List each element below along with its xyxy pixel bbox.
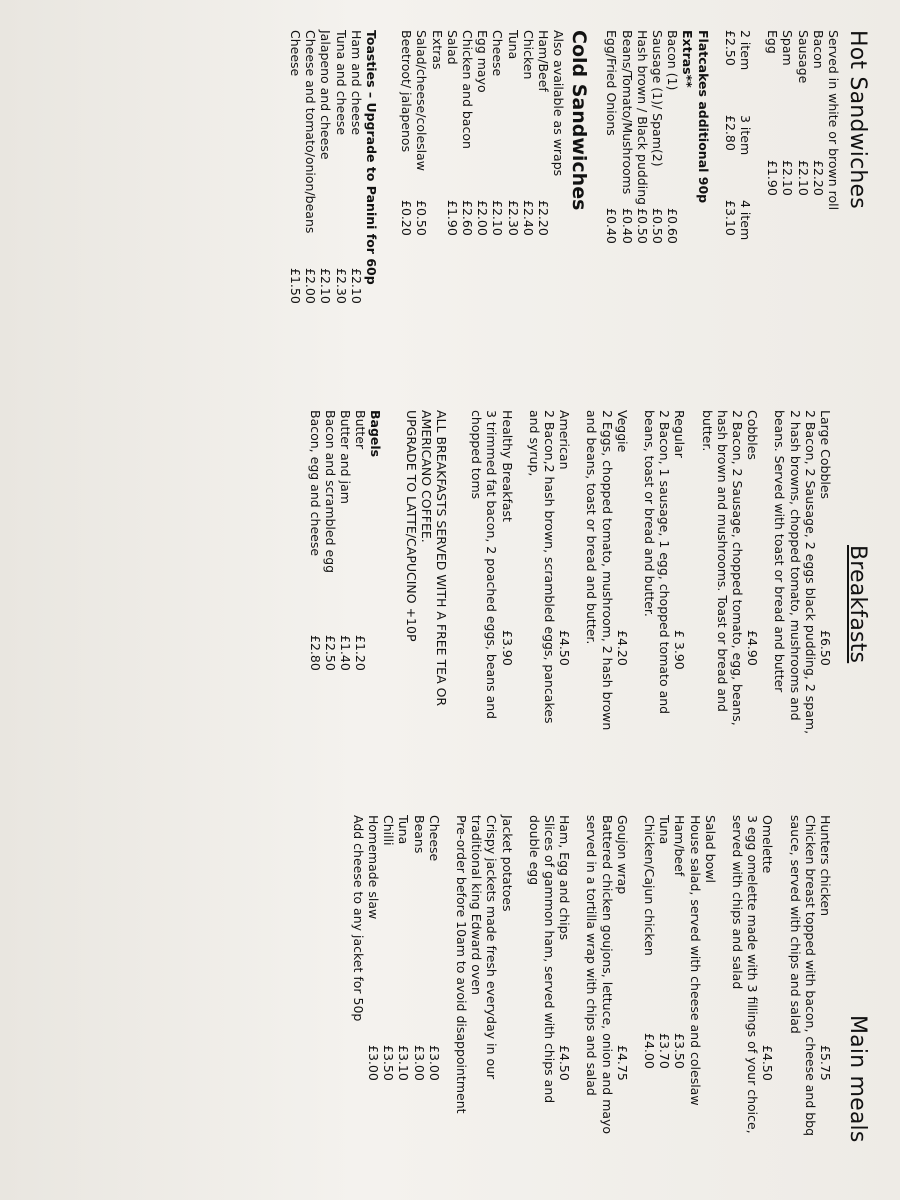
ham-egg-row — [557, 815, 572, 1195]
bagel-name: Butter and jam — [337, 410, 353, 504]
bagel-name: Butter — [353, 410, 369, 450]
breakfast-item-row — [672, 410, 687, 810]
omelette-row — [760, 815, 775, 1195]
multi-header: 2 item — [737, 30, 753, 71]
hot-extra-name: Sausage (1)/ Spam(2) — [649, 30, 665, 167]
jacket-item-row — [366, 815, 381, 1195]
goujon-name: Goujon wrap — [614, 815, 630, 895]
hunters-desc: Chicken breast topped with bacon, cheese and bbq — [802, 815, 818, 1137]
toastie-price: £2.30 — [333, 268, 349, 304]
omelette-name: Omelette — [760, 815, 776, 874]
toastie-row — [303, 30, 318, 420]
breakfast-note: UPGRADE TO LATTE/CAPUCINO +10P — [403, 410, 419, 642]
breakfast-item-price: £4.20 — [614, 630, 630, 666]
breakfast-item-name: American — [557, 410, 573, 470]
toastie-name: Cheese — [287, 30, 303, 77]
hot-item-row — [765, 30, 780, 420]
hot-extra-name: Beans/Tomato/Mushrooms — [619, 30, 635, 195]
cold-item-name: Chicken — [520, 30, 536, 80]
multi-price: £3.10 — [722, 200, 738, 236]
bagel-row — [338, 410, 353, 810]
bagel-price: £1.40 — [337, 635, 353, 671]
breakfast-item-price: £4.90 — [745, 630, 761, 666]
jacket-item-name: Homemade slaw — [365, 815, 381, 920]
cold-extras-heading: Extras — [429, 30, 445, 70]
hot-subtitle: Served in white or brown roll — [826, 30, 841, 211]
hot-item-price: £2.10 — [795, 160, 811, 196]
breakfast-items — [457, 410, 833, 810]
cold-item-name: Tuna — [505, 30, 521, 60]
hot-item-price: £1.90 — [765, 160, 781, 196]
salad-bowl-desc: House salad, served with cheese and coleslaw — [687, 815, 703, 1106]
omelette-price: £4.50 — [760, 1045, 776, 1081]
cold-items — [445, 30, 551, 420]
jacket-desc: Pre-order before 10am to avoid disappointment — [453, 815, 469, 1114]
hot-extra-price: £0.60 — [665, 208, 681, 244]
cold-item-name: Ham/Beef — [535, 30, 551, 92]
hot-item-row — [780, 30, 795, 420]
jacket-item-name: Tuna — [396, 815, 412, 845]
jacket-item-name: Chilli — [381, 815, 397, 846]
breakfast-item-name: Cobbles — [745, 410, 761, 460]
hot-extra-row — [665, 30, 680, 420]
breakfast-item-name: Healthy Breakfast — [499, 410, 515, 522]
toastie-name: Ham and cheese — [348, 30, 364, 136]
salad-item-price: £4.00 — [641, 1033, 657, 1069]
toastie-row — [288, 30, 303, 420]
cold-item-row — [445, 30, 460, 420]
toastie-price: £1.50 — [287, 268, 303, 304]
omelette-desc: served with chips and salad — [729, 815, 745, 990]
breakfast-item-desc: 2 Bacon, 2 Sausage, 2 eggs black pudding, 2 spam, — [802, 410, 818, 735]
cold-item-row — [521, 30, 536, 420]
multi-price: £2.80 — [722, 115, 738, 151]
hot-extra-name: Bacon (1) — [665, 30, 681, 91]
cold-item-row — [536, 30, 551, 420]
cold-extra-name: Beetroot/ jalapenos — [399, 30, 415, 153]
cold-item-row — [490, 30, 505, 420]
breakfast-item-price: £6.50 — [818, 630, 833, 666]
breakfast-item-desc: beans, toast or bread and butter. — [641, 410, 657, 617]
cold-item-name: Chicken and bacon — [459, 30, 475, 149]
salad-item-row — [672, 815, 687, 1195]
toasties-heading: Toasties – Upgrade to Panini for 60p — [363, 30, 379, 285]
multi-price: £2.50 — [722, 30, 738, 66]
breakfast-item-desc: 2 Bacon, 1 sausage, 1 egg, chopped tomato and — [657, 410, 673, 715]
hot-extra-price: £0.50 — [634, 208, 650, 244]
hot-item-name: Spam — [780, 30, 796, 66]
breakfast-item-row — [499, 410, 514, 810]
cold-extra-name: Salad/cheese/coleslaw — [414, 30, 430, 172]
breakfasts-heading: Breakfasts — [845, 545, 870, 664]
multi-item-headers — [738, 30, 753, 420]
hot-extra-row — [650, 30, 665, 420]
cold-item-price: £2.10 — [490, 200, 506, 236]
bagel-price: £2.80 — [307, 635, 323, 671]
cold-subtitle: Also available as wraps — [551, 30, 567, 177]
toastie-name: Tuna and cheese — [333, 30, 349, 136]
breakfast-item-name: Regular — [672, 410, 688, 458]
breakfast-item-price: £4.50 — [557, 630, 573, 666]
cold-item-price: £2.30 — [505, 200, 521, 236]
hot-item-name: Bacon — [810, 30, 826, 69]
jacket-item-price: £3.00 — [411, 1045, 427, 1081]
toastie-row — [318, 30, 333, 420]
salad-item-row — [642, 815, 657, 1195]
hot-extra-price: £0.40 — [604, 208, 620, 244]
breakfast-item-price: £3.90 — [499, 630, 515, 666]
hot-item-price: £2.20 — [810, 160, 826, 196]
hot-item-name: Egg — [765, 30, 781, 54]
breakfast-item-name: Large Cobbles — [818, 410, 833, 500]
salad-bowl-name: Salad bowl — [702, 815, 718, 883]
breakfast-item-desc: chopped toms — [469, 410, 485, 500]
breakfast-item-name: Veggie — [614, 410, 630, 453]
multi-header: 3 item — [737, 115, 753, 156]
main-meals-heading: Main meals — [845, 1015, 870, 1143]
main-meals-column — [351, 815, 870, 1195]
breakfasts-column — [307, 410, 870, 810]
salad-item-name: Tuna — [657, 815, 673, 845]
jacket-item-row — [411, 815, 426, 1195]
cold-item-name: Salad — [444, 30, 460, 65]
jacket-item-price: £3.00 — [365, 1045, 381, 1081]
jacket-items — [366, 815, 442, 1195]
hot-extra-row — [619, 30, 634, 420]
cold-item-price: £2.40 — [520, 200, 536, 236]
toasties-list — [288, 30, 364, 420]
breakfast-item-desc: 3 trimmed fat bacon, 2 poached eggs, beans and — [484, 410, 500, 720]
jacket-name: Jacket potatoes — [499, 815, 515, 912]
toastie-row — [349, 30, 364, 420]
hot-item-row — [795, 30, 810, 420]
hot-extra-row — [604, 30, 619, 420]
breakfast-item-price: £ 3.90 — [672, 630, 688, 670]
bagel-price: £1.20 — [353, 635, 369, 671]
hot-extras-heading: Extras** — [680, 30, 696, 88]
salad-item-row — [657, 815, 672, 1195]
hot-extras — [604, 30, 680, 420]
bagel-row — [307, 410, 322, 810]
cold-item-row — [475, 30, 490, 420]
jacket-addon: Add cheese to any jacket for 50p — [350, 815, 366, 1022]
breakfast-item-desc: butter. — [699, 410, 715, 452]
cold-item-price: £2.60 — [459, 200, 475, 236]
breakfast-item-desc: hash brown and mushrooms. Toast or bread and — [714, 410, 730, 712]
bagel-name: Bacon, egg and cheese — [307, 410, 323, 557]
cold-item-price: £1.90 — [444, 200, 460, 236]
toastie-name: Jalapeno and cheese — [318, 30, 334, 160]
jacket-item-name: Cheese — [426, 815, 442, 862]
jacket-desc: traditional king Edward oven — [469, 815, 485, 995]
hunters-desc: sauce, served with chips and salad — [787, 815, 803, 1034]
goujon-row — [615, 815, 630, 1195]
breakfast-item-desc: 2 hash browns, chopped tomato, mushrooms and — [787, 410, 803, 721]
cold-extra-price: £0.20 — [399, 200, 415, 236]
salad-item-price: £3.70 — [657, 1033, 673, 1069]
hot-item-name: Sausage — [795, 30, 811, 84]
breakfast-item-desc: 2 Eggs, chopped tomato, mushroom, 2 hash brown — [599, 410, 615, 731]
bagel-row — [323, 410, 338, 810]
cold-item-name: Egg mayo — [475, 30, 491, 93]
sandwiches-column — [288, 30, 870, 420]
jacket-item-price: £3.50 — [381, 1045, 397, 1081]
cold-extra-price: £0.50 — [414, 200, 430, 236]
cold-item-name: Cheese — [490, 30, 506, 77]
breakfast-item-desc: and syrup, — [526, 410, 542, 477]
cold-extra-row — [414, 30, 429, 420]
hunters-name: Hunters chicken — [818, 815, 833, 917]
goujon-desc: Battered chicken goujons, lettuce, onion and mayo — [599, 815, 615, 1135]
hot-extra-name: Hash brown / Black pudding — [634, 30, 650, 206]
breakfast-item-row — [745, 410, 760, 810]
toastie-price: £2.10 — [348, 268, 364, 304]
bagel-price: £2.50 — [322, 635, 338, 671]
jacket-item-price: £3.00 — [426, 1045, 442, 1081]
jacket-desc: Crispy jackets made fresh everyday in our — [484, 815, 500, 1080]
hot-item-row — [811, 30, 826, 420]
salad-item-name: Chicken/Cajun chicken — [641, 815, 657, 956]
hunters-row — [818, 815, 833, 1195]
breakfast-item-row — [557, 410, 572, 810]
breakfast-item-desc: and beans, toast or bread and butter. — [584, 410, 600, 645]
hunters-price: £5.75 — [818, 1045, 833, 1081]
jacket-item-row — [381, 815, 396, 1195]
bagels-list — [307, 410, 368, 810]
ham-egg-desc: double egg — [526, 815, 542, 886]
breakfast-note: AMERICANO COFFEE. — [418, 410, 434, 543]
goujon-desc: served in a tortilla wrap with chips and salad — [584, 815, 600, 1096]
ham-egg-desc: Slices of gammon ham, served with chips and — [541, 815, 557, 1104]
multi-header: 4 item — [737, 200, 753, 241]
ham-egg-name: Ham, Egg and chips — [557, 815, 573, 941]
salad-item-price: £3.50 — [672, 1033, 688, 1069]
breakfast-note: ALL BREAKFASTS SERVED WITH A FREE TEA OR — [433, 410, 449, 707]
ham-egg-price: £4.50 — [557, 1045, 573, 1081]
omelette-desc: 3 egg omelette made with 3 fillings of your choice, — [745, 815, 761, 1134]
cold-item-row — [460, 30, 475, 420]
cold-item-price: £2.00 — [475, 200, 491, 236]
breakfast-item-row — [818, 410, 833, 810]
toastie-row — [333, 30, 348, 420]
jacket-item-price: £3.10 — [396, 1045, 412, 1081]
toastie-price: £2.10 — [318, 268, 334, 304]
cold-extra-row — [399, 30, 414, 420]
breakfast-item-row — [615, 410, 630, 810]
hot-item-price: £2.10 — [780, 160, 796, 196]
multi-item-prices — [723, 30, 738, 420]
cold-item-row — [505, 30, 520, 420]
bagel-name: Bacon and scrambled egg — [322, 410, 338, 574]
breakfast-item-desc: 2 Bacon,2 hash brown, scrambled eggs, pancakes — [541, 410, 557, 724]
toastie-name: Cheese and tomato/onion/beans — [303, 30, 319, 234]
jacket-item-name: Beans — [411, 815, 427, 854]
cold-sandwiches-heading: Cold Sandwiches — [568, 30, 591, 211]
bagels-heading: Bagels — [368, 410, 384, 458]
hot-sandwiches-heading: Hot Sandwiches — [845, 30, 870, 209]
jacket-item-row — [396, 815, 411, 1195]
salad-item-name: Ham/beef — [672, 815, 688, 877]
goujon-price: £4.75 — [614, 1045, 630, 1081]
hot-extra-name: Egg/Fried Onions — [604, 30, 620, 136]
jacket-item-row — [427, 815, 442, 1195]
flatcakes-note: Flatcakes additional 90p — [695, 30, 711, 204]
cold-item-price: £2.20 — [535, 200, 551, 236]
hot-items — [765, 30, 826, 420]
hot-extra-price: £0.50 — [649, 208, 665, 244]
toastie-price: £2.00 — [303, 268, 319, 304]
hot-extra-price: £0.40 — [619, 208, 635, 244]
breakfast-item-desc: 2 Bacon, 2 Sausage, chopped tomato, egg, beans, — [729, 410, 745, 726]
salad-bowl-items — [642, 815, 688, 1195]
bagel-row — [353, 410, 368, 810]
cold-extras — [399, 30, 429, 420]
hot-extra-row — [635, 30, 650, 420]
breakfast-item-desc: beans. Served with toast or bread and butter — [772, 410, 788, 693]
